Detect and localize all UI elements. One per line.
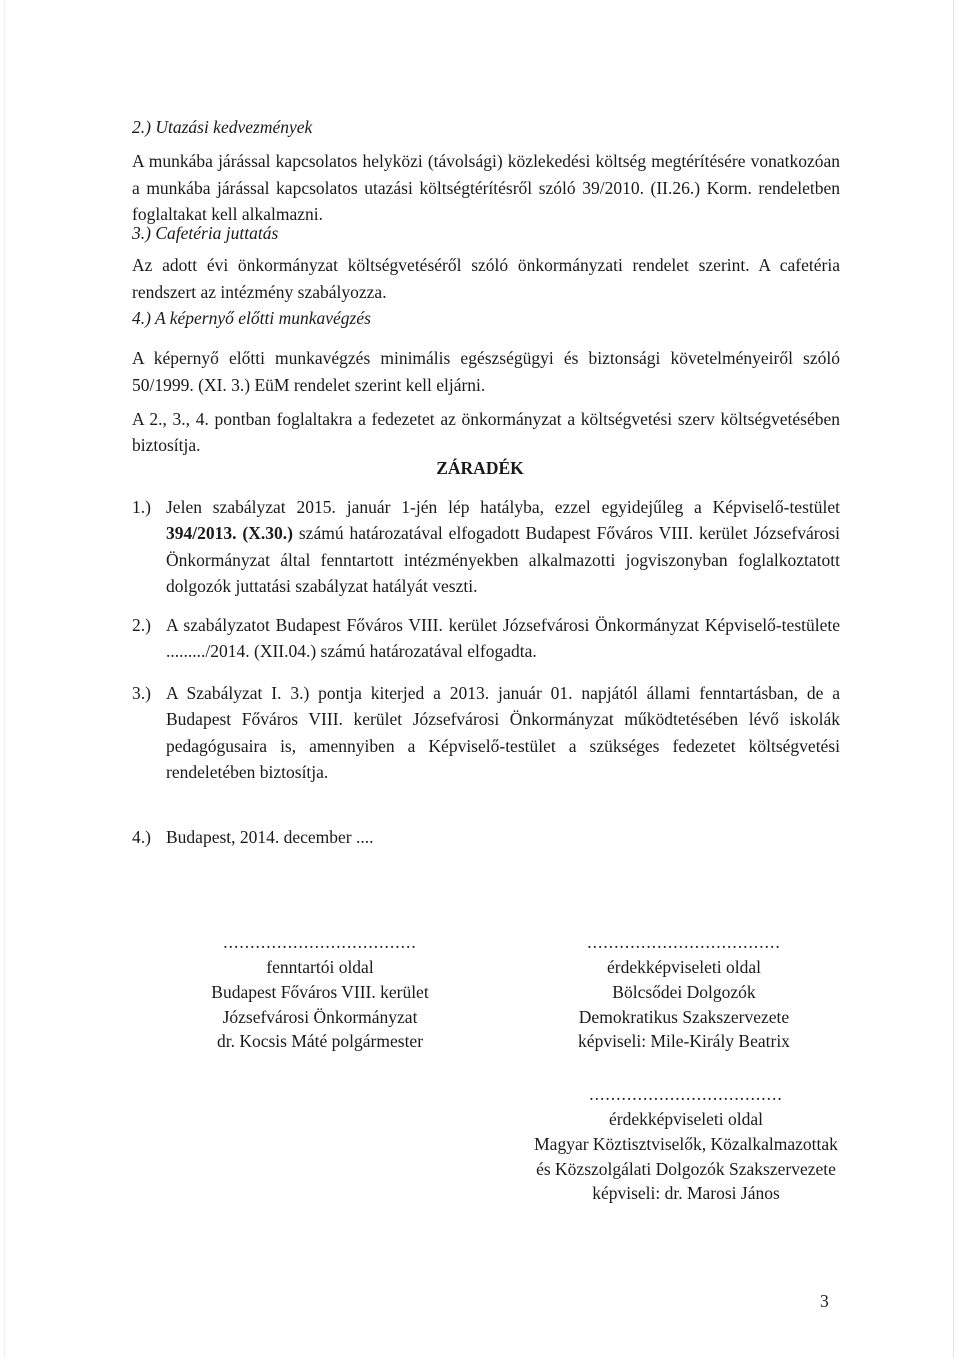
section-3-heading: 3.) Cafetéria juttatás — [132, 223, 279, 243]
signature-representative: képviseli: dr. Marosi János — [592, 1183, 780, 1204]
page-number: 3 — [820, 1291, 829, 1311]
section-2-heading: 2.) Utazási kedvezmények — [132, 117, 313, 137]
zaradek-item-3 — [132, 680, 840, 785]
signature-line: .................................... — [223, 932, 417, 952]
section-2 — [132, 114, 840, 227]
signature-line: .................................... — [589, 1084, 783, 1104]
zaradek-item-1-text-start: Jelen szabályzat 2015. január 1-jén lép hatályba, ezzel egyidejűleg a Képviselő-testület — [166, 497, 840, 517]
signature-organization: Józsefvárosi Önkormányzat — [222, 1006, 418, 1027]
zaradek-item-1-text-end: számú határozatával elfogadott Budapest Főváros VIII. kerület Józsefvárosi Önkormányzat által fenntartott intézményekben alkalmazotti jogviszonyban foglalkoztatott dolgozók juttatási szabályzat hatályát veszti. — [166, 523, 840, 596]
zaradek-item-number: 3.) — [132, 683, 151, 703]
signature-organization: Demokratikus Szakszervezete — [578, 1006, 790, 1027]
zaradek-item-text: Budapest, 2014. december .... — [166, 827, 374, 847]
zaradek-item-1 — [132, 494, 840, 599]
signature-block-bottom — [496, 1082, 876, 1206]
zaradek-title: ZÁRADÉK — [436, 458, 524, 478]
signature-organization: Budapest Főváros VIII. kerület — [211, 981, 429, 1002]
zaradek-item-2 — [132, 612, 840, 665]
signature-side: fenntartói oldal — [266, 956, 374, 977]
zaradek-item-number: 4.) — [132, 827, 151, 847]
signature-side: érdekképviseleti oldal — [608, 1108, 764, 1129]
resolution-reference: 394/2013. (X.30.) — [166, 523, 293, 544]
signature-side: érdekképviseleti oldal — [606, 956, 762, 977]
section-4-heading: 4.) A képernyő előtti munkavégzés — [132, 308, 371, 328]
section-4-funding: A 2., 3., 4. pontban foglaltakra a fedezetet az önkormányzat a költségvetési szerv költségvetésében biztosítja. — [132, 408, 840, 455]
section-3 — [132, 220, 840, 305]
section-4 — [132, 305, 840, 458]
zaradek-item-text — [166, 494, 840, 599]
scan-edge-right — [953, 0, 954, 1358]
section-2-text: A munkába járással kapcsolatos helyközi (távolsági) közlekedési költség megtérítésére vonatkozóan a munkába járással kapcsolatos utazási költségtérítésről szóló 39/2010. (II.26.) Korm. rendeletben foglaltakat kell alkalmazni. — [132, 151, 840, 224]
zaradek-item-text: A szabályzatot Budapest Főváros VIII. kerület Józsefvárosi Önkormányzat Képviselő-testülete ........./2014. (XII.04.) számú határozatával elfogadta. — [166, 615, 840, 662]
signature-representative: képviseli: Mile-Király Beatrix — [578, 1031, 790, 1052]
scan-edge-left — [4, 0, 5, 1358]
section-3-text: Az adott évi önkormányzat költségvetéséről szóló önkormányzati rendelet szerint. A cafetéria rendszert az intézmény szabályozza. — [132, 255, 840, 302]
zaradek-item-number: 2.) — [132, 615, 151, 635]
zaradek-item-number: 1.) — [132, 497, 151, 517]
signature-line: .................................... — [587, 932, 781, 952]
signature-organization: Magyar Köztisztviselők, Közalkalmazottak — [534, 1133, 838, 1154]
zaradek-item-4 — [132, 824, 840, 850]
signature-organization: és Közszolgálati Dolgozók Szakszervezete — [536, 1158, 836, 1179]
zaradek-item-text: A Szabályzat I. 3.) pontja kiterjed a 2013. január 01. napjától állami fenntartásban, de a Budapest Főváros VIII. kerület Józsefvárosi Önkormányzat működtetésében lévő iskolák pedagógusaira is, amennyiben a Képviselő-testület a szükséges fedezetet költségvetési rendeletében biztosítja. — [166, 683, 840, 782]
signature-block-left — [170, 930, 470, 1054]
signature-representative: dr. Kocsis Máté polgármester — [216, 1031, 424, 1052]
section-4-text: A képernyő előtti munkavégzés minimális egészségügyi és biztonsági követelményeiről szóló 50/1999. (XI. 3.) EüM rendelet szerint kell eljárni. — [132, 348, 840, 395]
signature-block-right — [534, 930, 834, 1054]
signature-organization: Bölcsődei Dolgozók — [612, 981, 756, 1002]
